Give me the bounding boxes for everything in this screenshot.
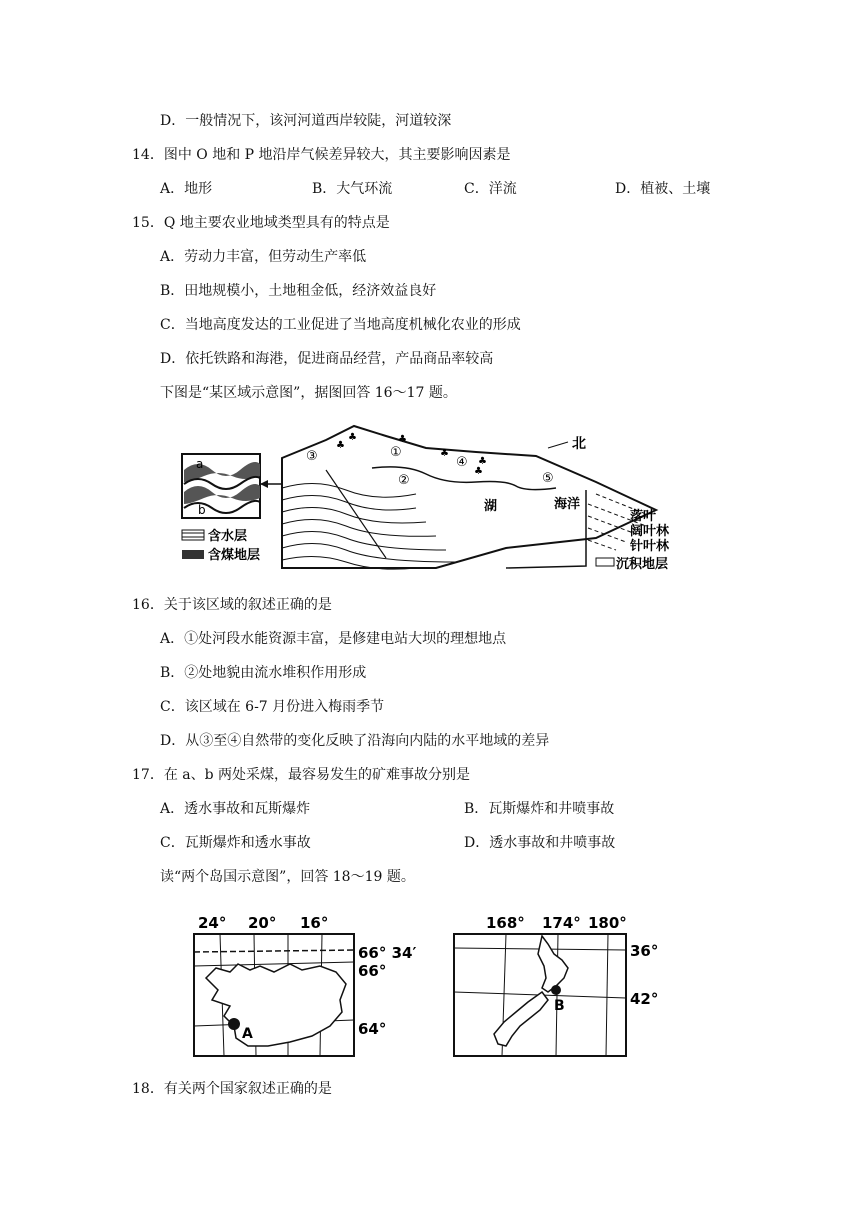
q13-option-d: D．一般情况下，该河河道西岸较陡，河道较深 — [160, 113, 452, 129]
inset-label-b: b — [198, 503, 206, 517]
q15-option-c: C．当地高度发达的工业促进了当地高度机械化农业的形成 — [160, 317, 521, 333]
point-a-marker — [228, 1018, 240, 1030]
forest-label-3: 针叶林 — [630, 539, 670, 554]
q15-option-d: D．依托铁路和海港，促进商品经营，产品商品率较高 — [160, 351, 494, 367]
svg-text:♣: ♣ — [474, 466, 483, 477]
q16-option-d: D．从③至④自然带的变化反映了沿海向内陆的水平地域的差异 — [160, 733, 550, 749]
q16-option-b: B．②处地貌由流水堆积作用形成 — [160, 665, 367, 681]
marker-1: ① — [390, 445, 402, 460]
forest-label-2: 阔叶林 — [630, 524, 670, 539]
lat-66-34: 66° 34′ — [358, 944, 417, 962]
forest-label-1: 落叶 — [630, 509, 657, 524]
q14-option-d: D．植被、土壤 — [615, 181, 711, 197]
lon-20: 20° — [248, 914, 277, 932]
ocean-label: 海洋 — [554, 497, 581, 512]
q17-option-b: B．瓦斯爆炸和井喷事故 — [464, 801, 615, 817]
q17-option-a: A．透水事故和瓦斯爆炸 — [160, 801, 311, 817]
q17-stem: 17．在 a、b 两处采煤，最容易发生的矿难事故分别是 — [132, 767, 471, 783]
lat-64: 64° — [358, 1020, 387, 1038]
inset-label-a: a — [196, 457, 204, 471]
q15-option-b: B．田地规模小，土地租金低，经济效益良好 — [160, 283, 437, 299]
q14-stem: 14．图中 O 地和 P 地沿岸气候差异较大，其主要影响因素是 — [132, 147, 511, 163]
q15-option-a: A．劳动力丰富，但劳动生产率低 — [160, 249, 367, 265]
lat-36: 36° — [630, 942, 659, 960]
point-b-marker — [551, 985, 561, 995]
lon-16: 16° — [300, 914, 329, 932]
lon-24: 24° — [198, 914, 227, 932]
legend-aquifer: 含水层 — [208, 529, 248, 544]
terrain-block — [282, 426, 656, 569]
lat-66: 66° — [358, 962, 387, 980]
intro-18-19: 读“两个岛国示意图”，回答 18～19 题。 — [160, 869, 415, 885]
lat-42: 42° — [630, 990, 659, 1008]
lon-174: 174° — [542, 914, 581, 932]
lon-180: 180° — [588, 914, 627, 932]
island-map-left — [190, 908, 430, 1060]
region-block-diagram — [176, 418, 696, 578]
marker-4: ④ — [456, 455, 468, 470]
point-a-label: A — [242, 1026, 253, 1042]
q16-option-a: A．①处河段水能资源丰富，是修建电站大坝的理想地点 — [160, 631, 507, 647]
q17-option-d: D．透水事故和井喷事故 — [464, 835, 616, 851]
q14-option-c: C．洋流 — [464, 181, 517, 197]
marker-2: ② — [398, 473, 410, 488]
lake-label: 湖 — [484, 499, 498, 514]
legend-sediment: 沉积地层 — [616, 557, 669, 572]
marker-3: ③ — [306, 449, 318, 464]
q18-stem: 18．有关两个国家叙述正确的是 — [132, 1081, 332, 1097]
marker-5: ⑤ — [542, 471, 554, 486]
svg-text:♣: ♣ — [336, 440, 345, 451]
north-label: 北 — [572, 436, 586, 452]
intro-16-17: 下图是“某区域示意图”，据图回答 16～17 题。 — [160, 385, 457, 401]
q16-stem: 16．关于该区域的叙述正确的是 — [132, 597, 332, 613]
legend-coal: 含煤地层 — [208, 548, 261, 563]
svg-text:♣: ♣ — [348, 432, 357, 443]
point-b-label: B — [554, 998, 565, 1014]
island-map-right — [450, 908, 680, 1060]
svg-text:♣: ♣ — [398, 434, 407, 445]
q15-stem: 15．Q 地主要农业地域类型具有的特点是 — [132, 215, 390, 231]
q14-option-b: B．大气环流 — [312, 181, 393, 197]
strata-inset — [182, 454, 260, 518]
q17-option-c: C．瓦斯爆炸和透水事故 — [160, 835, 311, 851]
svg-text:♣: ♣ — [440, 448, 449, 459]
svg-text:♣: ♣ — [478, 456, 487, 467]
q16-option-c: C．该区域在 6-7 月份进入梅雨季节 — [160, 699, 385, 715]
q14-option-a: A．地形 — [160, 181, 213, 197]
lon-168: 168° — [486, 914, 525, 932]
